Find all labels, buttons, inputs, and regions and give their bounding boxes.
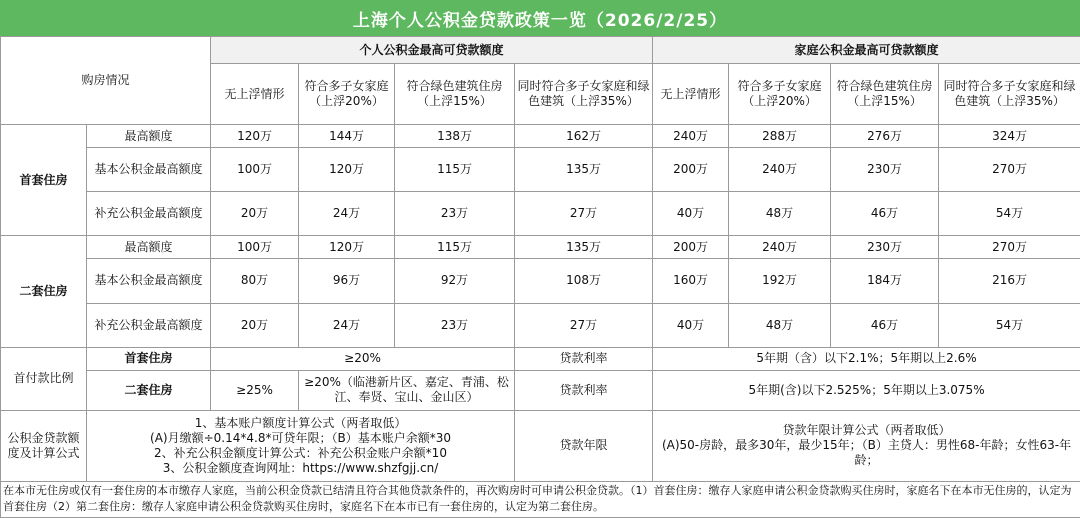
table-cell: 48万 [729, 192, 831, 236]
table-cell: 108万 [515, 259, 653, 303]
rate-label: 贷款利率 [515, 347, 653, 370]
table-cell: 96万 [299, 259, 395, 303]
down-payment-first-value: ≥20% [211, 347, 515, 370]
table-cell: 40万 [653, 303, 729, 347]
table-cell: 230万 [831, 236, 939, 259]
table-cell: 270万 [939, 148, 1080, 192]
table-cell: 20万 [211, 303, 299, 347]
table-row [1, 259, 1080, 303]
table-row [1, 148, 1080, 192]
down-payment-second-label: 二套住房 [87, 370, 211, 410]
table-cell: 27万 [515, 192, 653, 236]
table-cell: 115万 [395, 148, 515, 192]
personal-col-header: 符合绿色建筑住房（上浮15%） [395, 64, 515, 125]
family-col-header: 符合多子女家庭（上浮20%） [729, 64, 831, 125]
table-cell: 80万 [211, 259, 299, 303]
row-label: 基本公积金最高额度 [87, 148, 211, 192]
row-label: 补充公积金最高额度 [87, 303, 211, 347]
table-cell: 46万 [831, 192, 939, 236]
table-row [1, 125, 1080, 148]
table-cell: 144万 [299, 125, 395, 148]
table-cell: 138万 [395, 125, 515, 148]
personal-limit-header: 个人公积金最高可贷款额度 [211, 37, 653, 64]
table-cell: 184万 [831, 259, 939, 303]
table-row [1, 410, 1080, 481]
table-cell: 46万 [831, 303, 939, 347]
table-cell: 48万 [729, 303, 831, 347]
row-label: 补充公积金最高额度 [87, 192, 211, 236]
table-cell: 288万 [729, 125, 831, 148]
down-payment-first-label: 首套住房 [87, 347, 211, 370]
purchase-situation-header: 购房情况 [1, 37, 211, 125]
table-cell: 24万 [299, 303, 395, 347]
table-row [1, 192, 1080, 236]
table-cell: 23万 [395, 303, 515, 347]
table-row [1, 370, 1080, 410]
table-cell: 270万 [939, 236, 1080, 259]
table-cell: 240万 [729, 148, 831, 192]
first-home-label: 首套住房 [1, 125, 87, 236]
formula-label: 公积金贷款额度及计算公式 [1, 410, 87, 481]
term-line: 贷款年限计算公式（两者取低） [655, 423, 1078, 438]
formula-line: 1、基本账户额度计算公式（两者取低） [89, 416, 512, 431]
table-cell: 23万 [395, 192, 515, 236]
table-cell: 135万 [515, 148, 653, 192]
family-col-header: 无上浮情形 [653, 64, 729, 125]
table-cell: 230万 [831, 148, 939, 192]
table-cell: 54万 [939, 303, 1080, 347]
page-title: 上海个人公积金贷款政策一览（2026/2/25） [0, 0, 1080, 36]
term-line: (A)50-房龄，最多30年，最少15年；（B）主贷人：男性68-年龄；女性63-年龄； [655, 438, 1078, 468]
table-row [1, 303, 1080, 347]
term-content [653, 410, 1080, 481]
row-label: 最高额度 [87, 125, 211, 148]
personal-col-header: 同时符合多子女家庭和绿色建筑（上浮35%） [515, 64, 653, 125]
table-cell: 160万 [653, 259, 729, 303]
table-cell: 120万 [299, 148, 395, 192]
table-cell: 100万 [211, 148, 299, 192]
footer-note: 在本市无住房或仅有一套住房的本市缴存人家庭，当前公积金贷款已结清且符合其他贷款条件的，再次购房时可申请公积金贷款。（1）首套住房：缴存人家庭申请公积金贷款购买住房时，家庭名下在本市无住房的，认定为首套住房（2）第二套住房：缴存人家庭申请公积金贷款购买住房时，家庭名下在本市已有一套住房的，认定为第二套住房。 [0, 482, 1080, 518]
table-cell: 135万 [515, 236, 653, 259]
table-cell: 54万 [939, 192, 1080, 236]
table-cell: 115万 [395, 236, 515, 259]
table-cell: 324万 [939, 125, 1080, 148]
family-limit-header: 家庭公积金最高可贷款额度 [653, 37, 1080, 64]
row-label: 基本公积金最高额度 [87, 259, 211, 303]
table-cell: 276万 [831, 125, 939, 148]
personal-col-header: 无上浮情形 [211, 64, 299, 125]
formula-content [87, 410, 515, 481]
table-cell: 24万 [299, 192, 395, 236]
term-label: 贷款年限 [515, 410, 653, 481]
second-home-label: 二套住房 [1, 236, 87, 347]
table-cell: 100万 [211, 236, 299, 259]
rate-value: 5年期（含）以下2.1%；5年期以上2.6% [653, 347, 1080, 370]
table-cell: 240万 [653, 125, 729, 148]
formula-line: (A)月缴额÷0.14*4.8*可贷年限；（B）基本账户余额*30 [89, 431, 512, 446]
personal-col-header: 符合多子女家庭（上浮20%） [299, 64, 395, 125]
table-cell: 92万 [395, 259, 515, 303]
table-cell: 120万 [211, 125, 299, 148]
table-row [1, 347, 1080, 370]
rate-label: 贷款利率 [515, 370, 653, 410]
formula-line: 2、补充公积金额度计算公式：补充公积金账户余额*10 [89, 446, 512, 461]
down-payment-second-value: ≥25% [211, 370, 299, 410]
table-cell: 200万 [653, 148, 729, 192]
table-cell: 240万 [729, 236, 831, 259]
policy-table [0, 36, 1080, 482]
table-cell: 162万 [515, 125, 653, 148]
down-payment-second-district-value: ≥20%（临港新片区、嘉定、青浦、松江、奉贤、宝山、金山区） [299, 370, 515, 410]
rate-value: 5年期(含)以下2.525%；5年期以上3.075% [653, 370, 1080, 410]
table-cell: 200万 [653, 236, 729, 259]
family-col-header: 同时符合多子女家庭和绿色建筑（上浮35%） [939, 64, 1080, 125]
row-label: 最高额度 [87, 236, 211, 259]
table-cell: 27万 [515, 303, 653, 347]
table-cell: 20万 [211, 192, 299, 236]
table-cell: 40万 [653, 192, 729, 236]
table-cell: 216万 [939, 259, 1080, 303]
down-payment-label: 首付款比例 [1, 347, 87, 410]
table-cell: 192万 [729, 259, 831, 303]
table-row [1, 236, 1080, 259]
table-cell: 120万 [299, 236, 395, 259]
formula-line: 3、公积金额度查询网址：https://www.shzfgjj.cn/ [89, 461, 512, 476]
family-col-header: 符合绿色建筑住房（上浮15%） [831, 64, 939, 125]
